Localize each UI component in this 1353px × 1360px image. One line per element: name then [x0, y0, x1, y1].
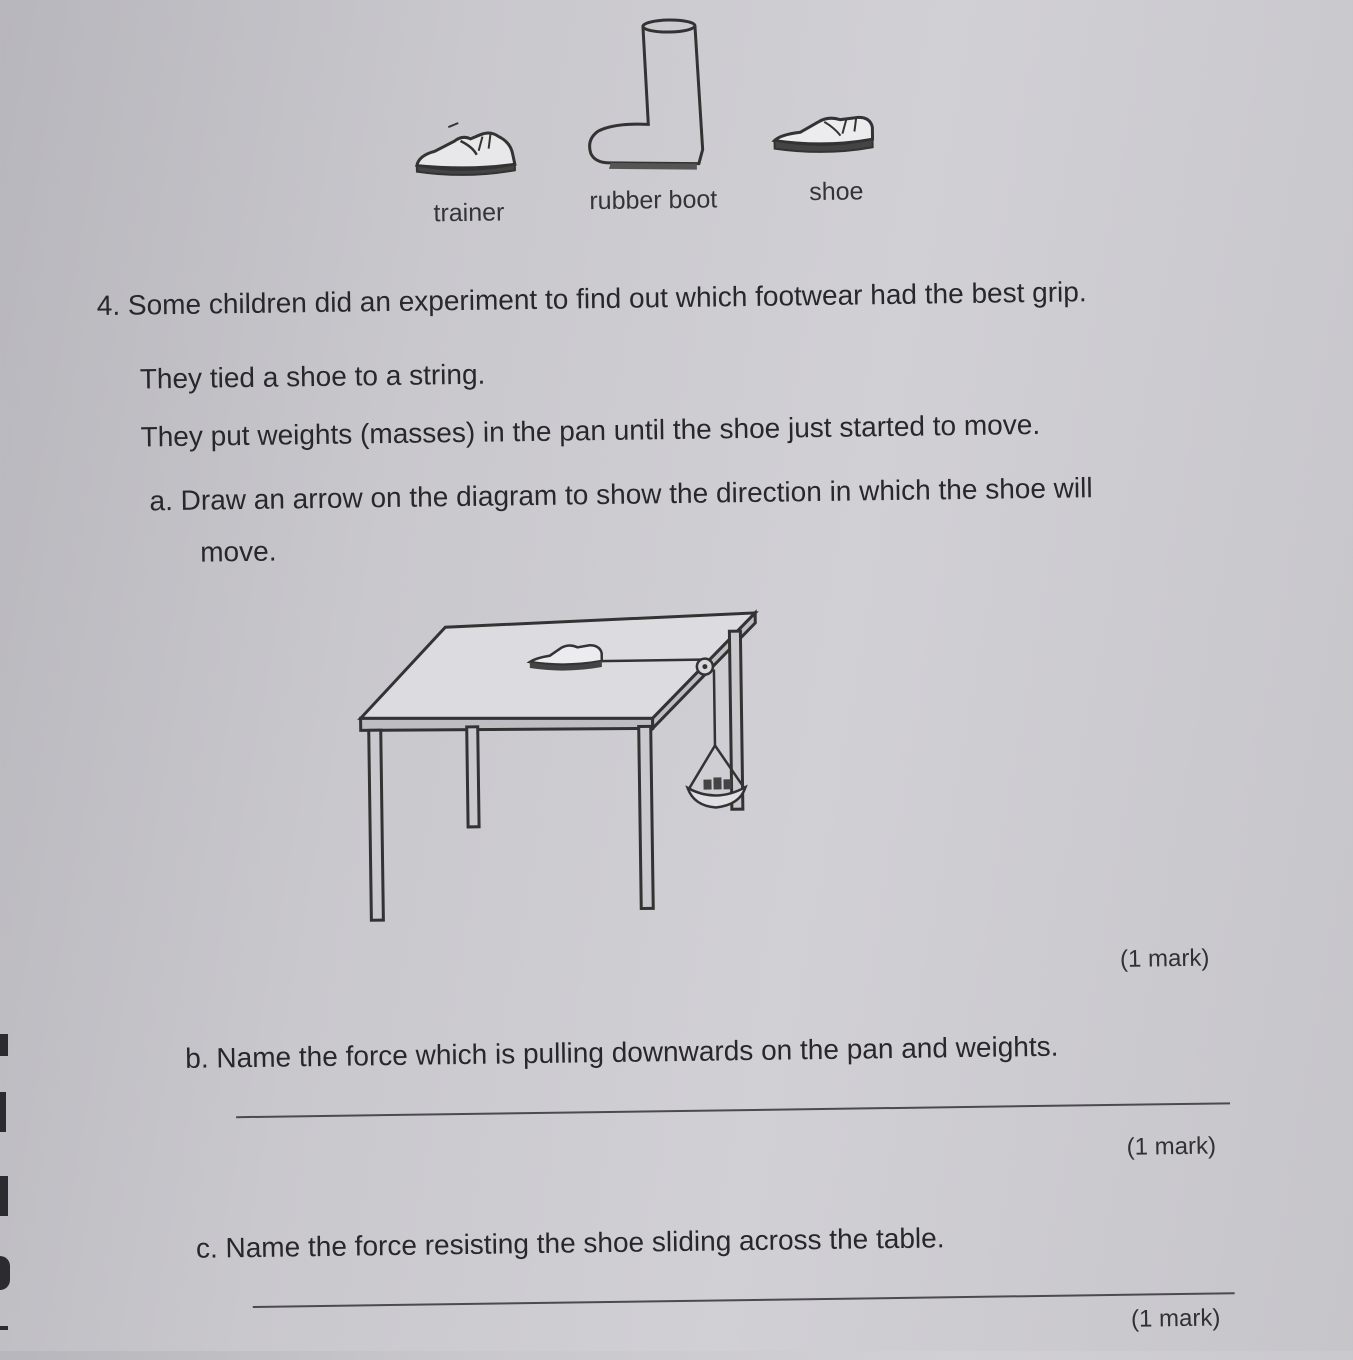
- shoe-icon: [770, 107, 881, 161]
- weight-pan-icon: [681, 743, 762, 820]
- page-edge-mark: [0, 1034, 8, 1056]
- part-b-answer-line[interactable]: [236, 1102, 1230, 1118]
- trainer-label: trainer: [433, 198, 505, 228]
- part-c-mark: (1 mark): [1130, 1304, 1221, 1333]
- pulley-icon: [690, 651, 720, 681]
- rubber-boot-icon: [583, 13, 715, 175]
- page-edge-mark: [0, 1092, 6, 1132]
- shoe-label: shoe: [809, 177, 864, 207]
- page-edge-mark: [0, 1176, 8, 1216]
- part-b-text: b. Name the force which is pulling downwards on the pan and weights.: [185, 1030, 1059, 1074]
- page-edge-mark: [0, 1256, 10, 1290]
- question-intro: 4. Some children did an experiment to find out which footwear had the best grip.: [96, 276, 1087, 322]
- part-c-answer-line[interactable]: [253, 1292, 1235, 1308]
- page-edge-mark: [0, 1326, 8, 1330]
- part-a-mark: (1 mark): [1119, 944, 1210, 973]
- shoe-on-table-icon: [528, 641, 606, 674]
- rubber-boot-label: rubber boot: [589, 185, 718, 216]
- trainer-icon: [410, 120, 521, 182]
- question-line-2: They put weights (masses) in the pan until the shoe just started to move.: [140, 408, 1041, 453]
- part-a-text-line-1: a. Draw an arrow on the diagram to show the direction in which the shoe will: [149, 472, 1093, 517]
- part-c-text: c. Name the force resisting the shoe sliding across the table.: [195, 1222, 945, 1264]
- part-a-text-line-2: move.: [200, 535, 277, 568]
- part-b-mark: (1 mark): [1126, 1132, 1217, 1161]
- question-line-1: They tied a shoe to a string.: [139, 358, 486, 395]
